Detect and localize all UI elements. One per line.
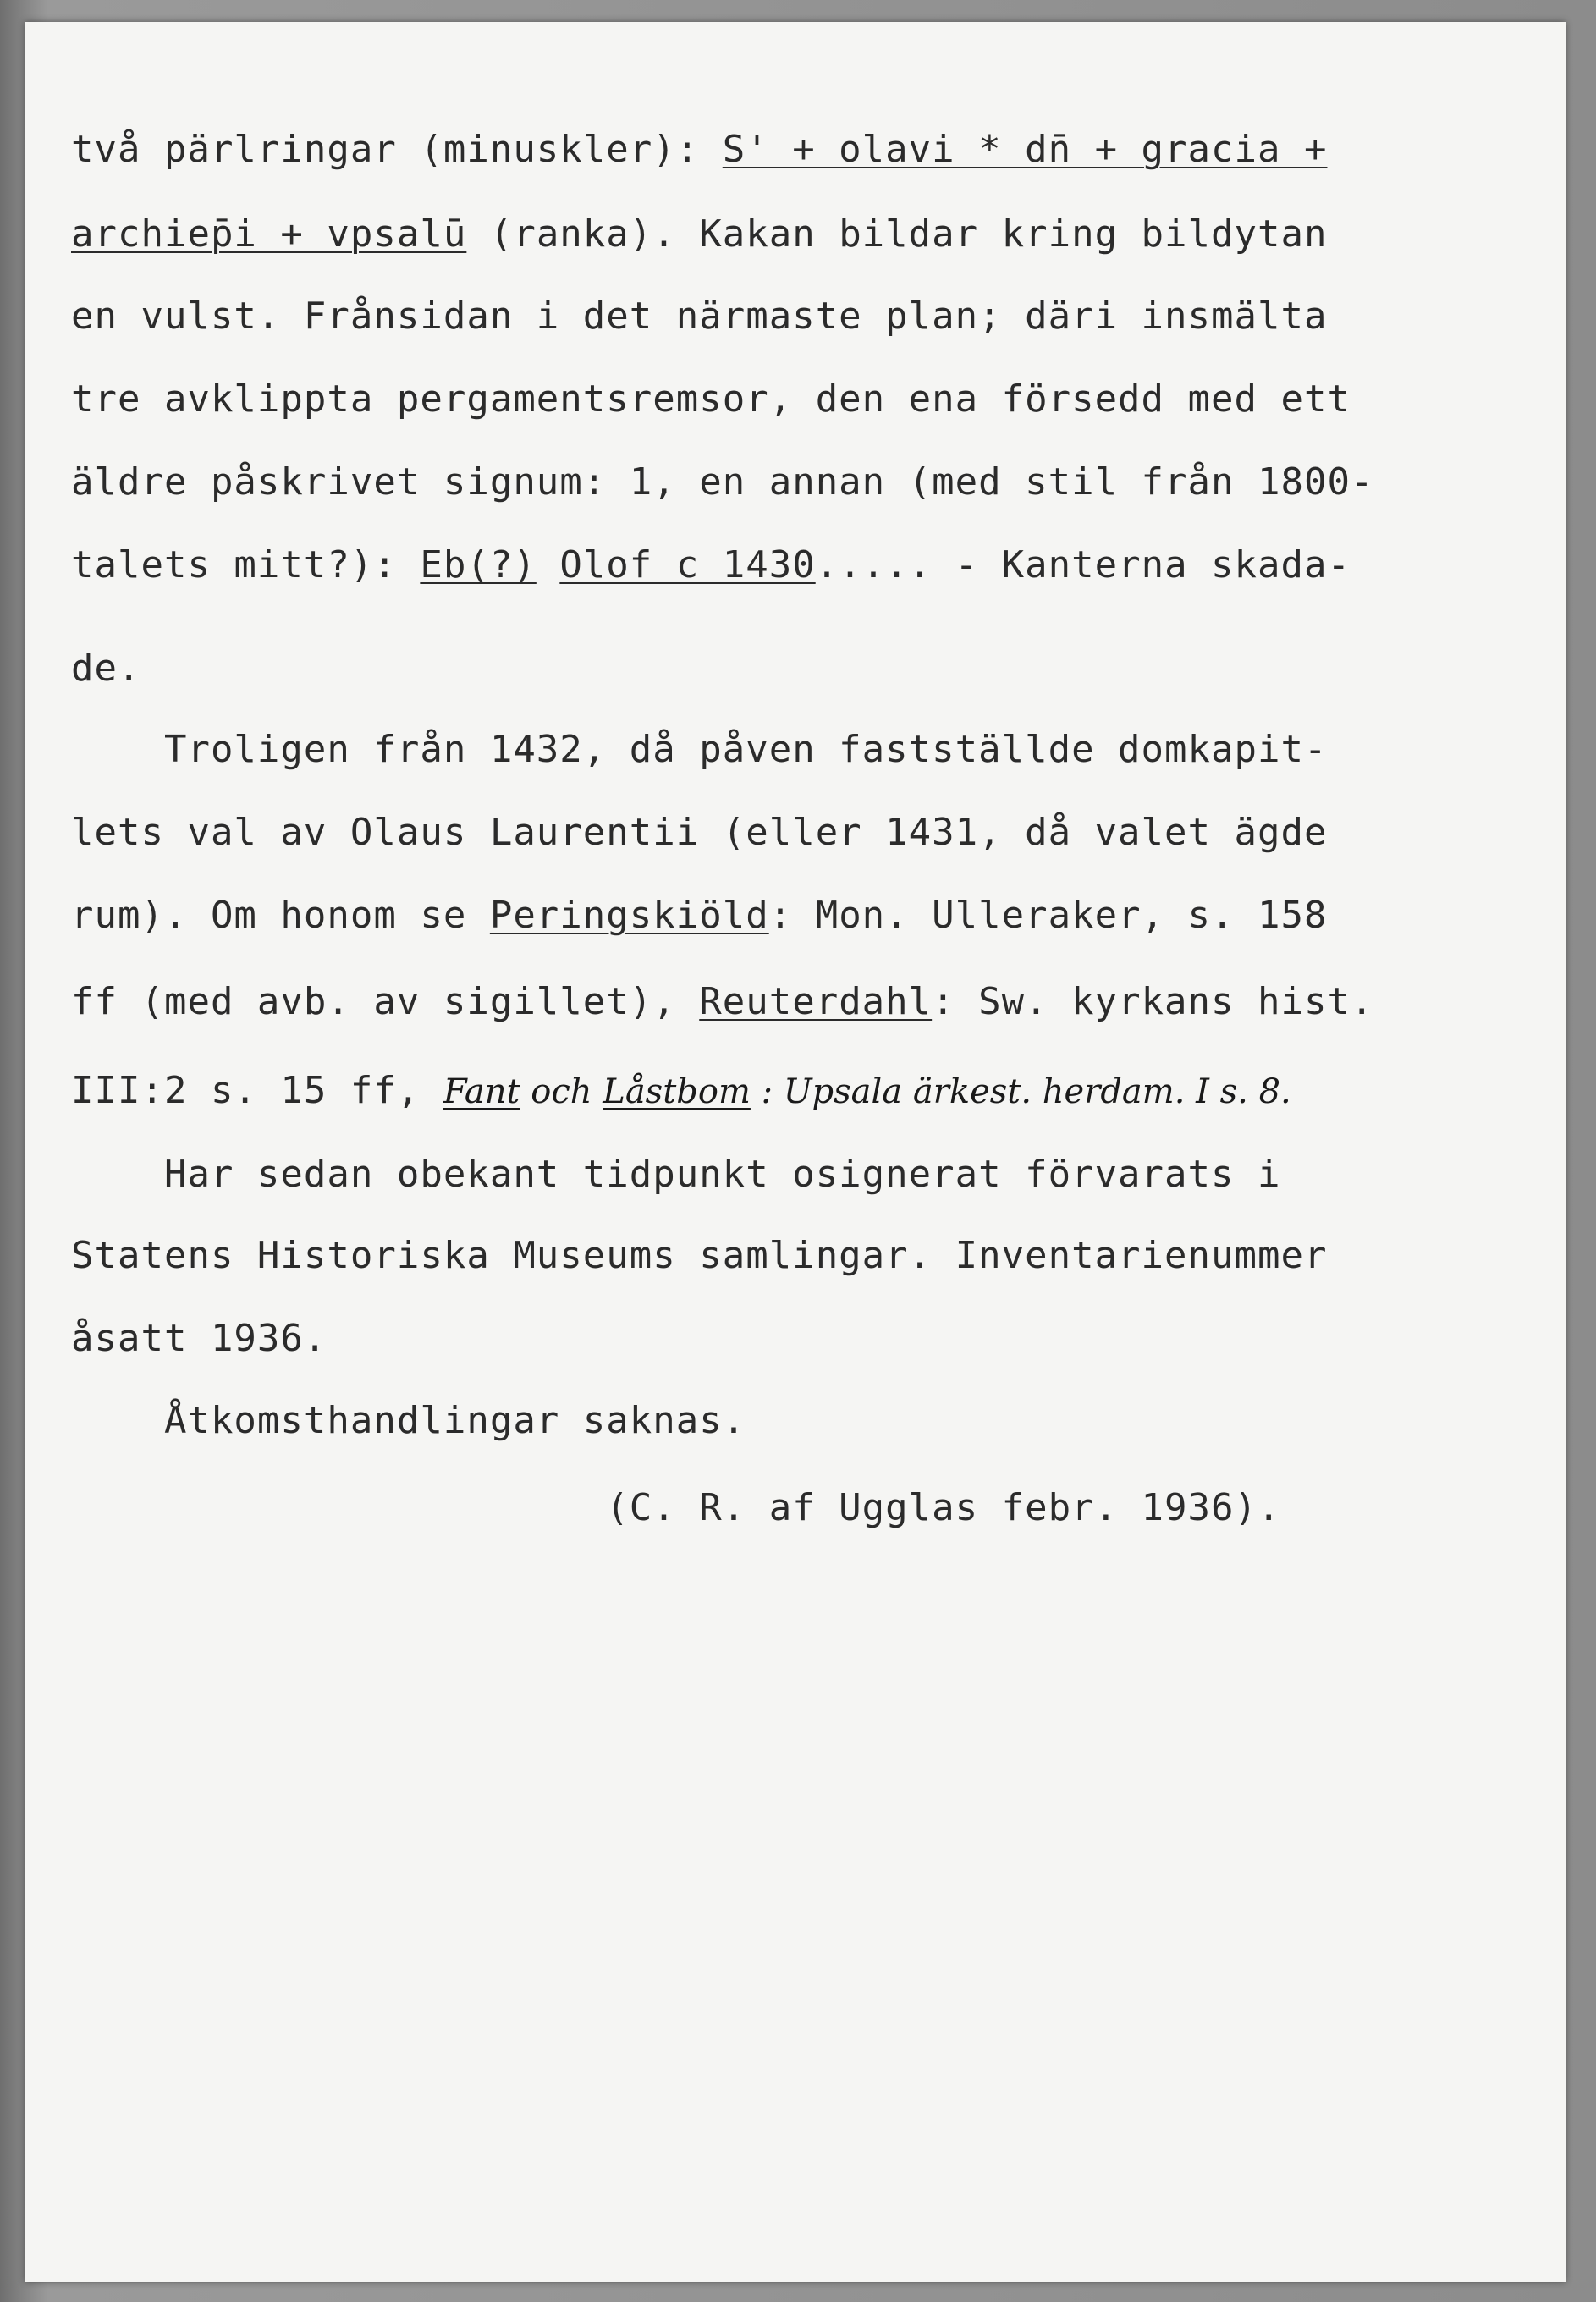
text-segment: ..... - Kanterna skada- [815, 543, 1351, 587]
text-line [71, 647, 140, 690]
text-line [71, 295, 1327, 338]
text-segment: Statens Historiska Museums samlingar. Inventarienummer [71, 1234, 1328, 1277]
text-line [71, 1153, 1281, 1196]
text-line [71, 128, 1327, 171]
catalog-card [25, 22, 1566, 2282]
text-segment: två pärlringar (minuskler): [71, 128, 723, 171]
text-segment: Har sedan obekant tidpunkt osignerat förvarats i [71, 1153, 1281, 1196]
text-segment: rum). Om honom se [71, 894, 490, 937]
text-segment: : Mon. Ulleraker, s. 158 [768, 894, 1328, 937]
text-segment: äldre påskrivet signum: 1, en annan (med stil från 1800- [71, 460, 1374, 504]
text-segment: åsatt 1936. [71, 1317, 327, 1360]
text-segment: lets val av Olaus Laurentii (eller 1431, då valet ägde [71, 811, 1328, 854]
text-segment: S' + olavi * dn̄ + gracia + [722, 128, 1328, 171]
text-line [71, 728, 1327, 771]
typewritten-text [25, 22, 1566, 2282]
handwritten-segment: Låstbom [603, 1072, 751, 1111]
text-segment: Olof c 1430 [559, 543, 816, 587]
text-line [71, 811, 1327, 854]
text-segment: Troligen från 1432, då påven fastställde domkapit- [71, 728, 1328, 771]
text-segment: de. [71, 647, 141, 690]
text-segment: archiep̄i + vpsalū [71, 212, 467, 256]
text-segment: Reuterdahl [699, 980, 933, 1023]
text-segment: Eb(?) [420, 543, 537, 587]
text-segment: en vulst. Frånsidan i det närmaste plan; däri insmälta [71, 295, 1328, 338]
text-line [71, 377, 1351, 421]
text-line [71, 1486, 1281, 1529]
text-line [71, 1399, 746, 1442]
handwritten-segment: och [520, 1072, 603, 1111]
text-segment: Peringskiöld [489, 894, 769, 937]
text-segment: tre avklippta pergamentsremsor, den ena försedd med ett [71, 377, 1351, 421]
text-segment: III:2 s. 15 ff, [71, 1069, 443, 1112]
text-line [71, 1234, 1327, 1277]
text-line [71, 1317, 327, 1360]
handwritten-segment: : Upsala ärkest. herdam. I s. 8. [750, 1072, 1291, 1111]
text-line [71, 894, 1327, 937]
text-line [71, 460, 1373, 504]
text-segment [537, 543, 560, 587]
text-line [71, 1069, 1291, 1112]
text-segment: (ranka). Kakan bildar kring bildytan [466, 212, 1328, 256]
text-segment: Åtkomsthandlingar saknas. [71, 1399, 746, 1442]
text-line [71, 980, 1373, 1023]
text-line [71, 543, 1351, 587]
text-segment: talets mitt?): [71, 543, 421, 587]
text-segment: (C. R. af Ugglas febr. 1936). [71, 1486, 1281, 1529]
text-line [71, 212, 1327, 256]
text-segment: ff (med avb. av sigillet), [71, 980, 700, 1023]
text-segment: : Sw. kyrkans hist. [932, 980, 1374, 1023]
handwritten-segment: Fant [443, 1072, 520, 1111]
